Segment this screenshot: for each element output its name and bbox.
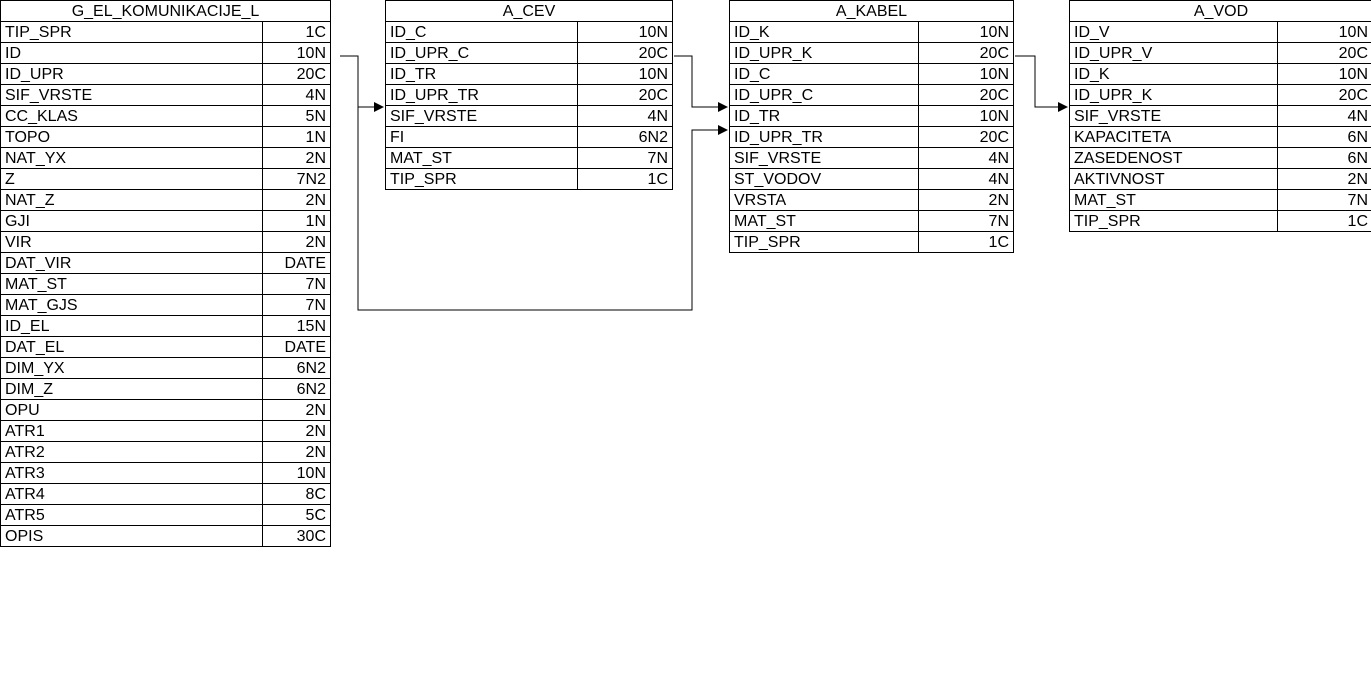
field-type: 10N [919, 64, 1014, 85]
field-type: 4N [919, 169, 1014, 190]
field-name: SIF_VRSTE [1, 85, 263, 106]
connector-cev-to-kabel [674, 56, 727, 107]
field-name: ID_UPR_K [1070, 85, 1278, 106]
field-name: ID_V [1070, 22, 1278, 43]
field-name: TIP_SPR [386, 169, 578, 190]
field-name: DAT_VIR [1, 253, 263, 274]
field-type: 7N [263, 295, 331, 316]
field-name: ATR3 [1, 463, 263, 484]
field-type: 10N [919, 22, 1014, 43]
field-name: ID_C [386, 22, 578, 43]
field-type: 4N [263, 85, 331, 106]
field-name: SIF_VRSTE [386, 106, 578, 127]
field-type: 4N [919, 148, 1014, 169]
field-name: VIR [1, 232, 263, 253]
field-name: DIM_Z [1, 379, 263, 400]
field-name: ID_K [1070, 64, 1278, 85]
field-type: 2N [919, 190, 1014, 211]
field-type: 6N2 [263, 379, 331, 400]
field-name: ID_UPR_V [1070, 43, 1278, 64]
field-type: 6N2 [578, 127, 673, 148]
field-type: 2N [263, 148, 331, 169]
field-type: 1C [263, 22, 331, 43]
field-type: 4N [578, 106, 673, 127]
field-name: ZASEDENOST [1070, 148, 1278, 169]
field-name: OPIS [1, 526, 263, 547]
field-type: 5N [263, 106, 331, 127]
field-name: DAT_EL [1, 337, 263, 358]
field-name: VRSTA [730, 190, 919, 211]
connector-gel-to-cev [340, 56, 383, 107]
field-type: 4N [1278, 106, 1371, 127]
field-type: 20C [919, 85, 1014, 106]
field-type: 7N [578, 148, 673, 169]
field-type: 2N [1278, 169, 1371, 190]
field-name: ID_K [730, 22, 919, 43]
table-title: A_KABEL [730, 1, 1014, 22]
field-type: DATE [263, 253, 331, 274]
field-type: 6N [1278, 127, 1371, 148]
field-type: 10N [263, 463, 331, 484]
field-type: 10N [263, 43, 331, 64]
field-type: 2N [263, 442, 331, 463]
field-type: 20C [919, 127, 1014, 148]
field-type: DATE [263, 337, 331, 358]
field-name: MAT_ST [1, 274, 263, 295]
field-name: MAT_GJS [1, 295, 263, 316]
field-type: 7N [263, 274, 331, 295]
field-name: KAPACITETA [1070, 127, 1278, 148]
table-title: A_VOD [1070, 1, 1371, 22]
field-name: ID_EL [1, 316, 263, 337]
field-type: 10N [1278, 22, 1371, 43]
field-name: TIP_SPR [1070, 211, 1278, 232]
field-name: ID_UPR_TR [386, 85, 578, 106]
field-name: ID_UPR_C [730, 85, 919, 106]
field-type: 2N [263, 232, 331, 253]
field-name: SIF_VRSTE [730, 148, 919, 169]
field-type: 2N [263, 400, 331, 421]
field-name: MAT_ST [730, 211, 919, 232]
field-type: 8C [263, 484, 331, 505]
field-type: 5C [263, 505, 331, 526]
field-name: ATR5 [1, 505, 263, 526]
field-type: 1N [263, 211, 331, 232]
field-name: ID [1, 43, 263, 64]
field-type: 20C [1278, 43, 1371, 64]
field-name: ST_VODOV [730, 169, 919, 190]
field-name: MAT_ST [386, 148, 578, 169]
field-type: 10N [578, 22, 673, 43]
field-name: ID_C [730, 64, 919, 85]
field-type: 6N2 [263, 358, 331, 379]
field-type: 20C [263, 64, 331, 85]
field-name: NAT_Z [1, 190, 263, 211]
field-type: 1N [263, 127, 331, 148]
field-name: GJI [1, 211, 263, 232]
field-name: OPU [1, 400, 263, 421]
table-title: G_EL_KOMUNIKACIJE_L [1, 1, 331, 22]
field-name: ATR1 [1, 421, 263, 442]
connector-kabel-to-vod [1015, 56, 1067, 107]
field-type: 1C [578, 169, 673, 190]
field-name: ID_UPR_K [730, 43, 919, 64]
field-type: 1C [919, 232, 1014, 253]
field-type: 2N [263, 190, 331, 211]
field-name: CC_KLAS [1, 106, 263, 127]
field-type: 10N [578, 64, 673, 85]
field-name: TOPO [1, 127, 263, 148]
field-name: TIP_SPR [730, 232, 919, 253]
field-name: NAT_YX [1, 148, 263, 169]
field-name: ATR2 [1, 442, 263, 463]
field-name: ATR4 [1, 484, 263, 505]
table-title: A_CEV [386, 1, 673, 22]
field-type: 2N [263, 421, 331, 442]
field-type: 20C [919, 43, 1014, 64]
field-type: 6N [1278, 148, 1371, 169]
field-name: ID_UPR [1, 64, 263, 85]
field-name: Z [1, 169, 263, 190]
field-name: ID_TR [386, 64, 578, 85]
field-name: DIM_YX [1, 358, 263, 379]
field-type: 20C [1278, 85, 1371, 106]
field-name: FI [386, 127, 578, 148]
field-type: 7N [1278, 190, 1371, 211]
field-type: 10N [919, 106, 1014, 127]
field-type: 7N [919, 211, 1014, 232]
field-type: 10N [1278, 64, 1371, 85]
field-type: 1C [1278, 211, 1371, 232]
field-type: 15N [263, 316, 331, 337]
field-type: 20C [578, 43, 673, 64]
field-name: TIP_SPR [1, 22, 263, 43]
field-type: 30C [263, 526, 331, 547]
field-name: AKTIVNOST [1070, 169, 1278, 190]
field-type: 7N2 [263, 169, 331, 190]
field-name: SIF_VRSTE [1070, 106, 1278, 127]
field-name: MAT_ST [1070, 190, 1278, 211]
field-name: ID_UPR_TR [730, 127, 919, 148]
field-name: ID_TR [730, 106, 919, 127]
field-type: 20C [578, 85, 673, 106]
field-name: ID_UPR_C [386, 43, 578, 64]
connector-gel-to-kabel [358, 107, 727, 310]
